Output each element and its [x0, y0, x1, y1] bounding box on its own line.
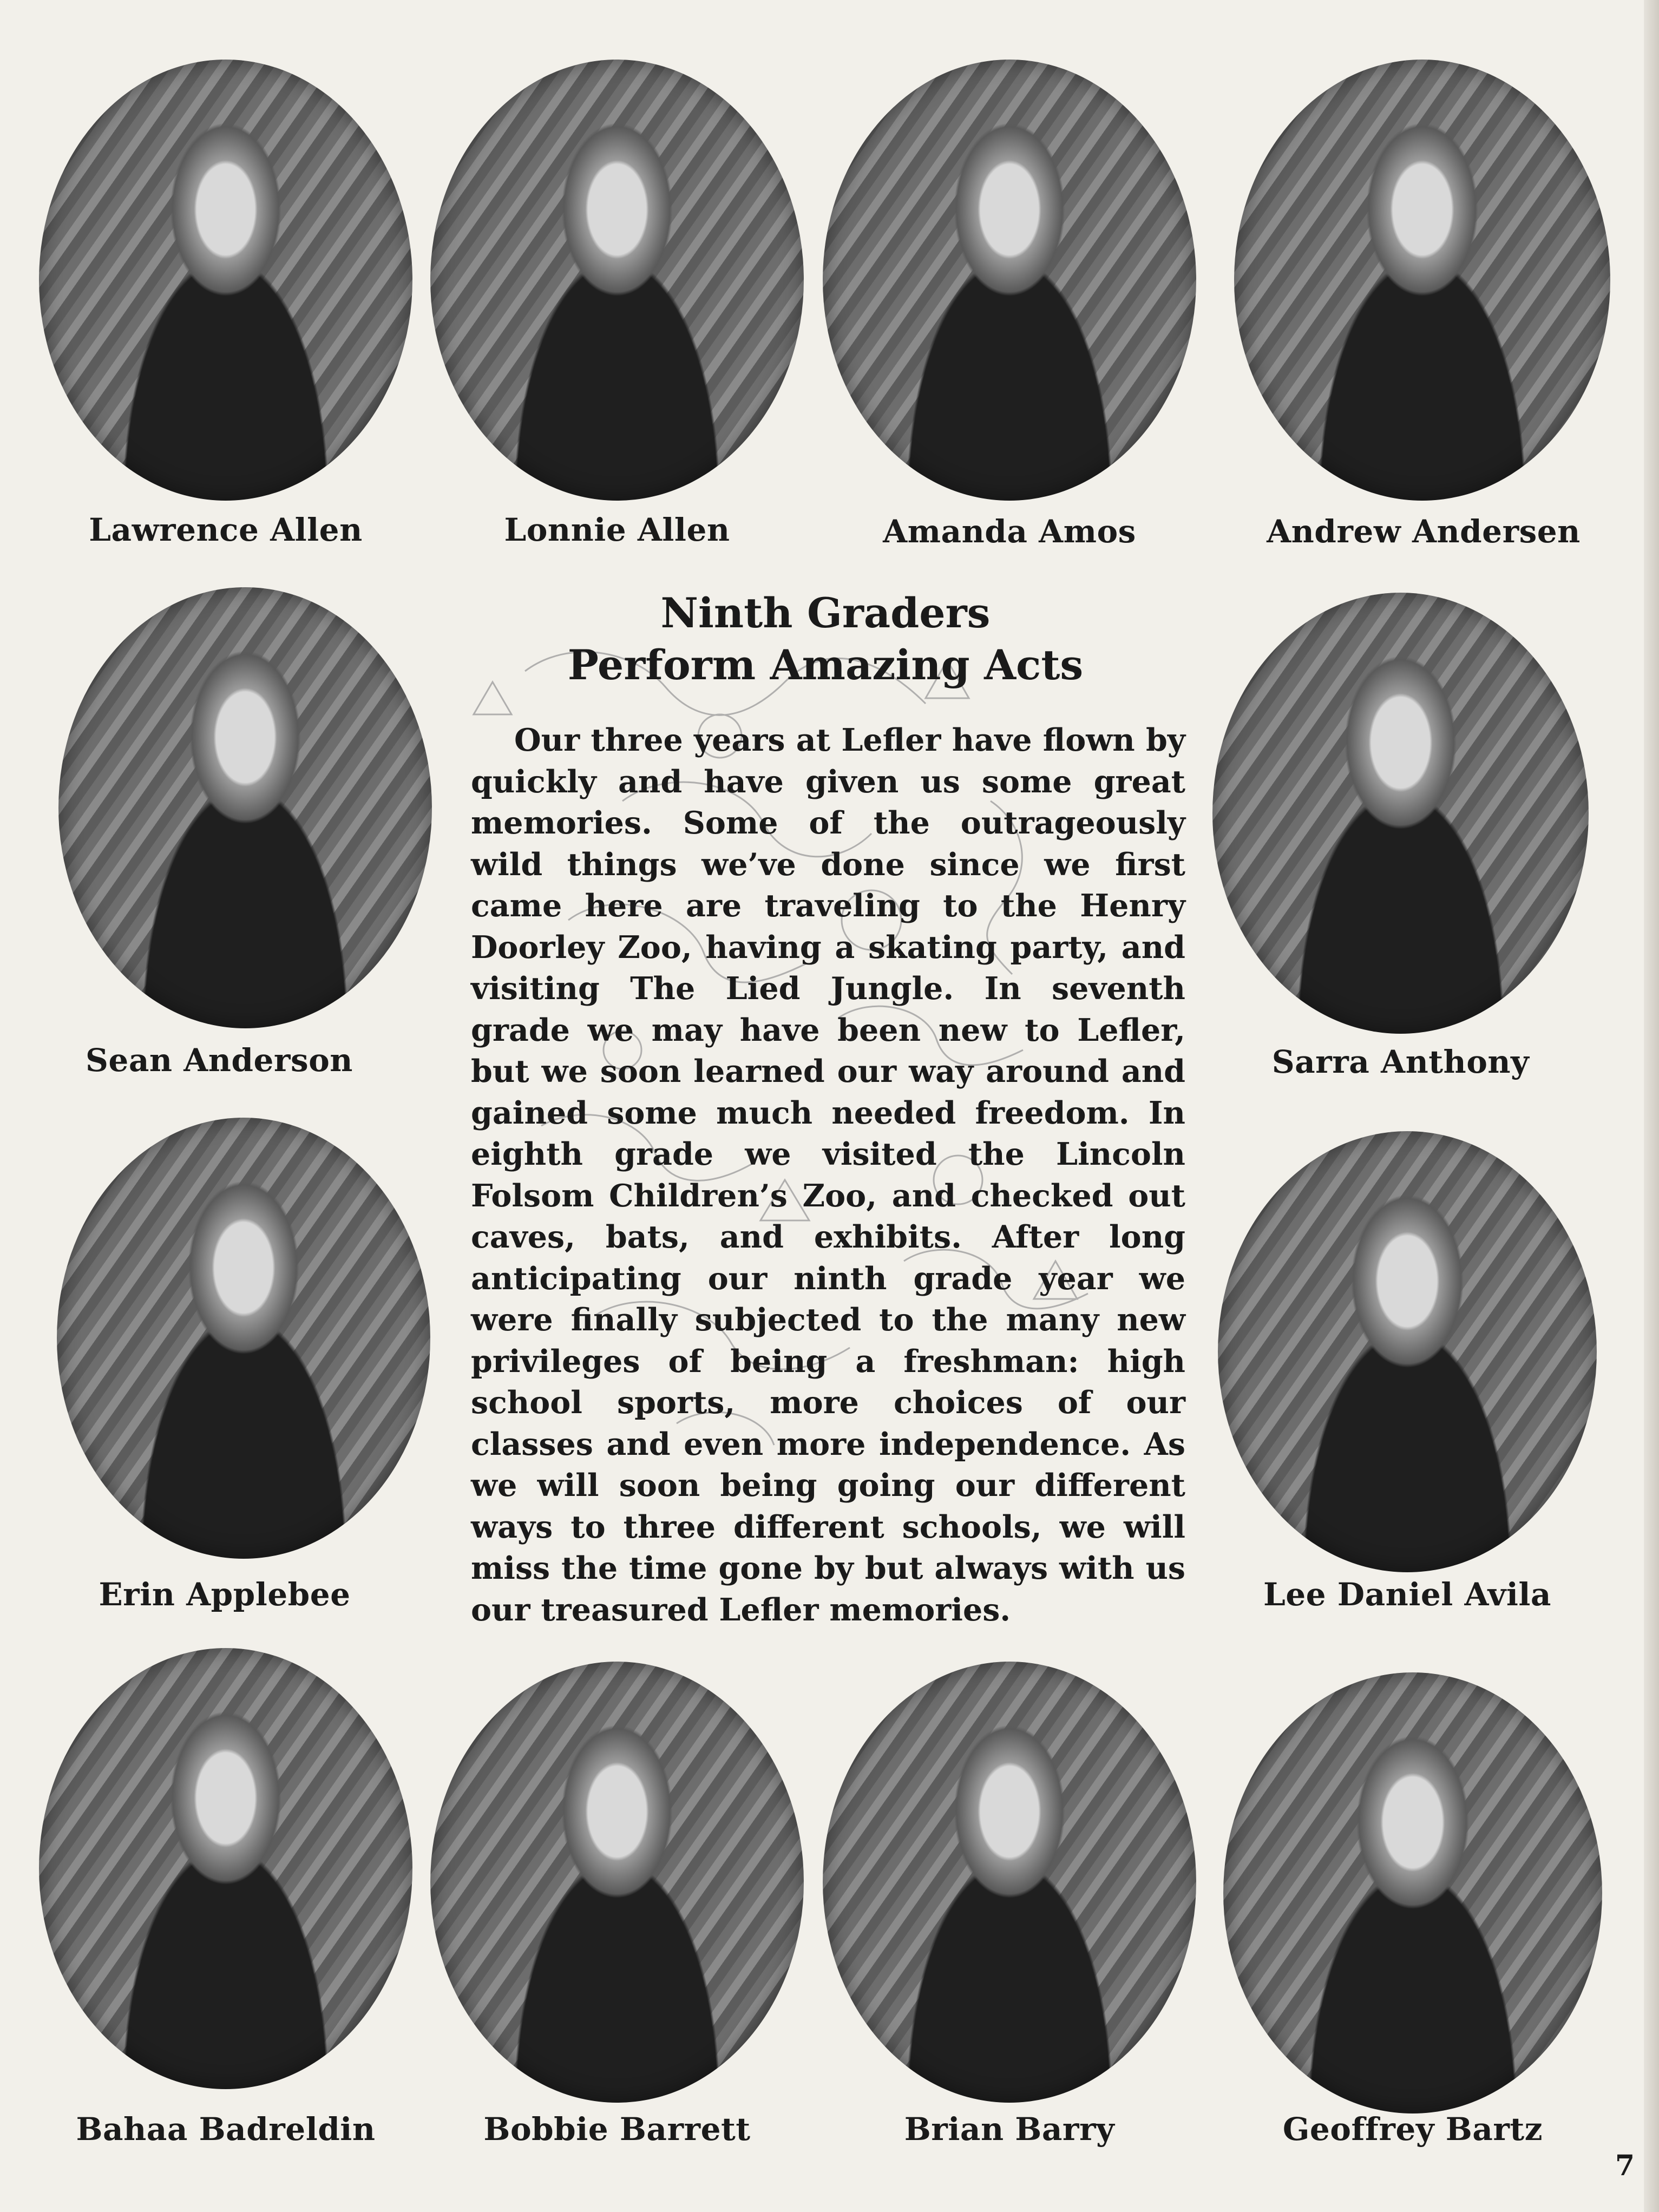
page-edge	[1644, 0, 1659, 2212]
portrait-photo	[39, 60, 412, 501]
portrait-photo	[823, 60, 1196, 501]
page-number: 7	[1615, 2149, 1635, 2182]
article-title	[471, 587, 1180, 691]
portrait-photo	[39, 1648, 412, 2089]
student-name: Lawrence Allen	[89, 511, 363, 548]
student-name: Brian Barry	[904, 2111, 1115, 2148]
portrait-photo	[57, 1118, 430, 1559]
student-name: Andrew Andersen	[1267, 513, 1581, 550]
student-name: Bobbie Barrett	[483, 2111, 751, 2148]
portrait-photo	[1234, 60, 1610, 501]
article-title-line1: Ninth Graders	[660, 589, 991, 637]
portrait-photo	[58, 587, 432, 1028]
portrait-photo	[1212, 593, 1589, 1034]
student-name: Erin Applebee	[99, 1576, 351, 1613]
article-title-line2: Perform Amazing Acts	[567, 641, 1084, 689]
portrait-photo	[823, 1662, 1196, 2103]
student-name: Lonnie Allen	[504, 511, 730, 548]
student-name: Lee Daniel Avila	[1263, 1576, 1551, 1613]
portrait-photo	[1223, 1672, 1602, 2113]
student-name: Sarra Anthony	[1271, 1043, 1530, 1080]
student-name: Amanda Amos	[883, 513, 1136, 550]
student-name: Bahaa Badreldin	[76, 2111, 376, 2148]
portrait-photo	[430, 60, 804, 501]
student-name: Sean Anderson	[86, 1042, 353, 1079]
article-body: Our three years at Lefler have flown by quickly and have given us some great memories. Some of the outrageously wild things we’ve done since we first came here are traveling to the Henry Doorley Zoo, having a skating party, and visiting The Lied Jungle. In seventh grade we may have been new to Lefler, but we soon learned our way around and gained some much needed freedom. In eighth grade we visited the Lincoln Folsom Children’s Zoo, and checked out caves, bats, and exhibits. After long anticipating our ninth grade year we were finally subjected to the many new privileges of being a freshman: high school sports, more choices of our classes and even more independence. As we will soon being going our different ways to three different schools, we will miss the time gone by but always with us our treasured Lefler memories.	[471, 722, 1185, 1628]
portrait-photo	[1218, 1131, 1597, 1572]
student-name: Geoffrey Bartz	[1282, 2111, 1543, 2148]
portrait-photo	[430, 1662, 804, 2103]
